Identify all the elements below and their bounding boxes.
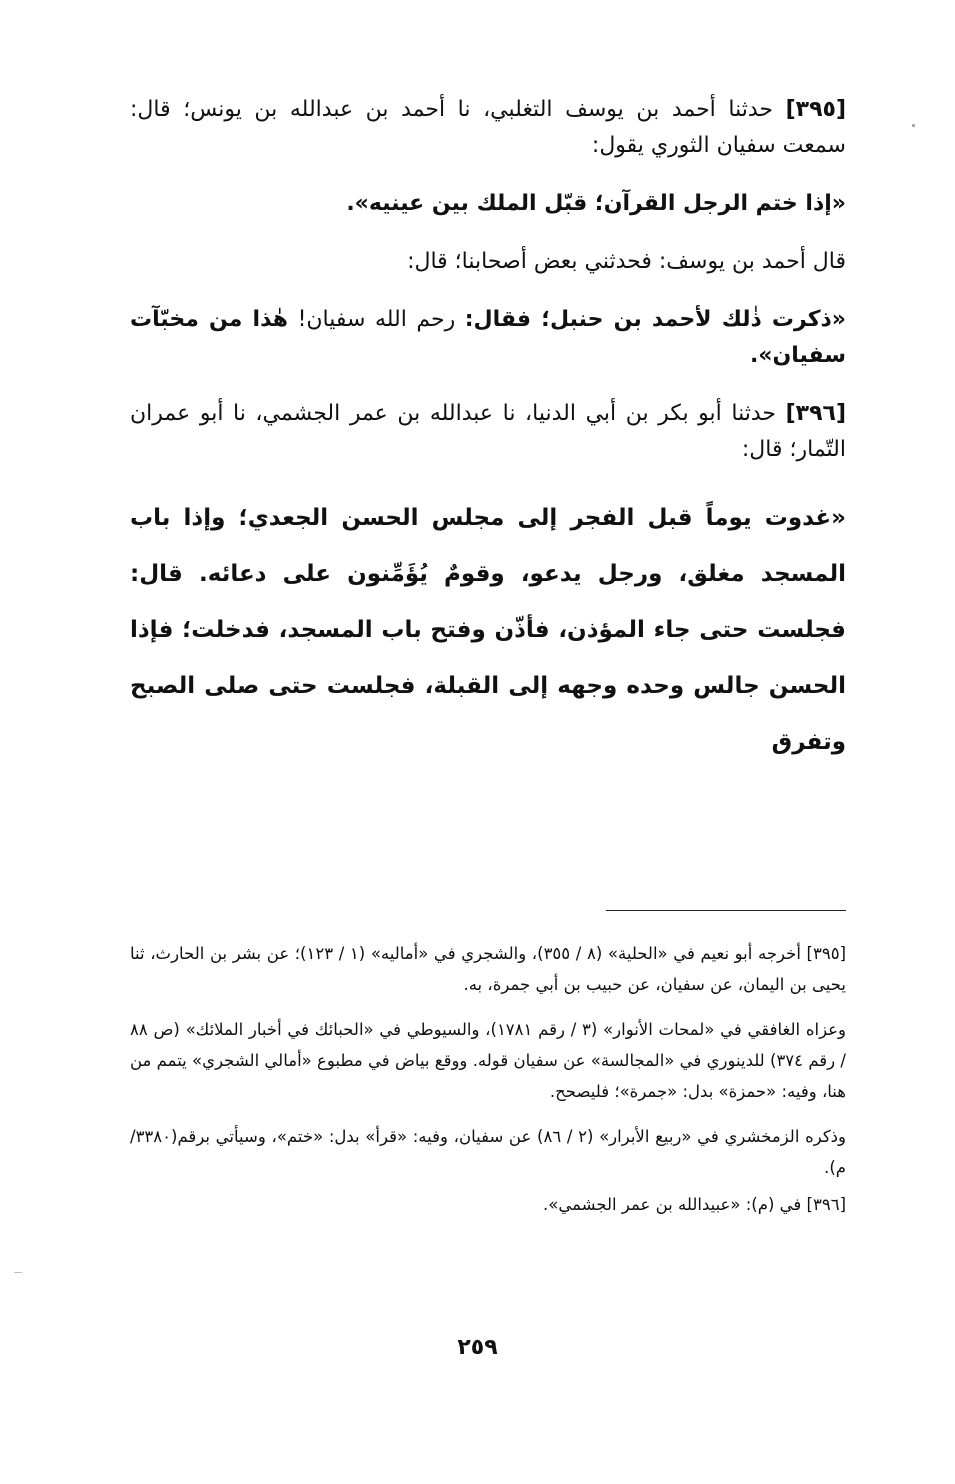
footnote: وعزاه الغافقي في «لمحات الأنوار» (٣ / رقم ١٧٨١)، والسيوطي في «الحبائك في أخبار الملائك» (ص ٨٨ / رقم ٣٧٤) للدينوري في «المجالسة» عن سفيان قوله. ووقع بياض في مطبوع «أمالي الشجري» يتمم من هنا، وفيه: «حمزة» بدل: «جمرة»؛ فليصحح. (130, 1020, 846, 1101)
entry-number: [٣٩٦] (785, 401, 846, 426)
entry-395-quote-2 (130, 302, 846, 374)
footnote: [٣٩٥] أخرجه أبو نعيم في «الحلية» (٨ / ٣٥٥)، والشجري في «أماليه» (١ / ١٢٣)؛ عن بشر بن الحارث، ثنا يحيى بن اليمان، عن سفيان، عن حبيب بن أبي جمرة، به. (130, 944, 847, 994)
entry-396-isnad (130, 396, 846, 468)
entry-number: [٣٩٥] (785, 97, 847, 122)
entry-395-isnad (130, 92, 846, 164)
footnote-separator (606, 910, 846, 911)
entry-395-quote: «إذا ختم الرجل القرآن؛ قبّل الملك بين عينيه». (346, 191, 846, 216)
quote-part: «ذكرت ذٰلك لأحمد بن حنبل؛ فقال: (464, 307, 846, 332)
footnotes (130, 938, 846, 1234)
entry-395-narration: قال أحمد بن يوسف: فحدثني بعض أصحابنا؛ قال: (407, 249, 846, 274)
scan-speck (14, 1272, 22, 1273)
footnote: [٣٩٦] في (م): «عبيدالله بن عمر الجشمي». (543, 1195, 846, 1214)
page-body (130, 92, 847, 1214)
quote-part: هٰذا من مخبّآت سفيان». (130, 307, 846, 368)
entry-396-quote: «غدوت يوماً قبل الفجر إلى مجلس الحسن الجعدي؛ وإذا باب المسجد مغلق، ورجل يدعو، وقومٌ يُؤَمِّنون على دعائه. قال: فجلست حتى جاء المؤذن، فأذّن وفتح باب المسجد، فدخلت؛ فإذا الحسن جالس وحده وجهه إلى القبلة، فجلست حتى صلى الصبح وتفرق (130, 505, 846, 755)
isnad-text: حدثنا أبو بكر بن أبي الدنيا، نا عبدالله بن عمر الجشمي، نا أبو عمران التّمار؛ قال: (130, 401, 846, 462)
footnote: وذكره الزمخشري في «ربيع الأبرار» (٢ / ٨٦) عن سفيان، وفيه: «قرأ» بدل: «ختم»، وسيأتي برقم(٣٣٨٠/ م). (130, 1127, 846, 1177)
isnad-text: حدثنا أحمد بن يوسف التغلبي، نا أحمد بن عبدالله بن يونس؛ قال: سمعت سفيان الثوري يقول: (130, 97, 846, 158)
scan-speck (912, 124, 915, 127)
main-text (130, 92, 846, 770)
quote-part: رحم الله سفيان! (288, 307, 465, 332)
page-number: ٢٥٩ (457, 1335, 498, 1360)
